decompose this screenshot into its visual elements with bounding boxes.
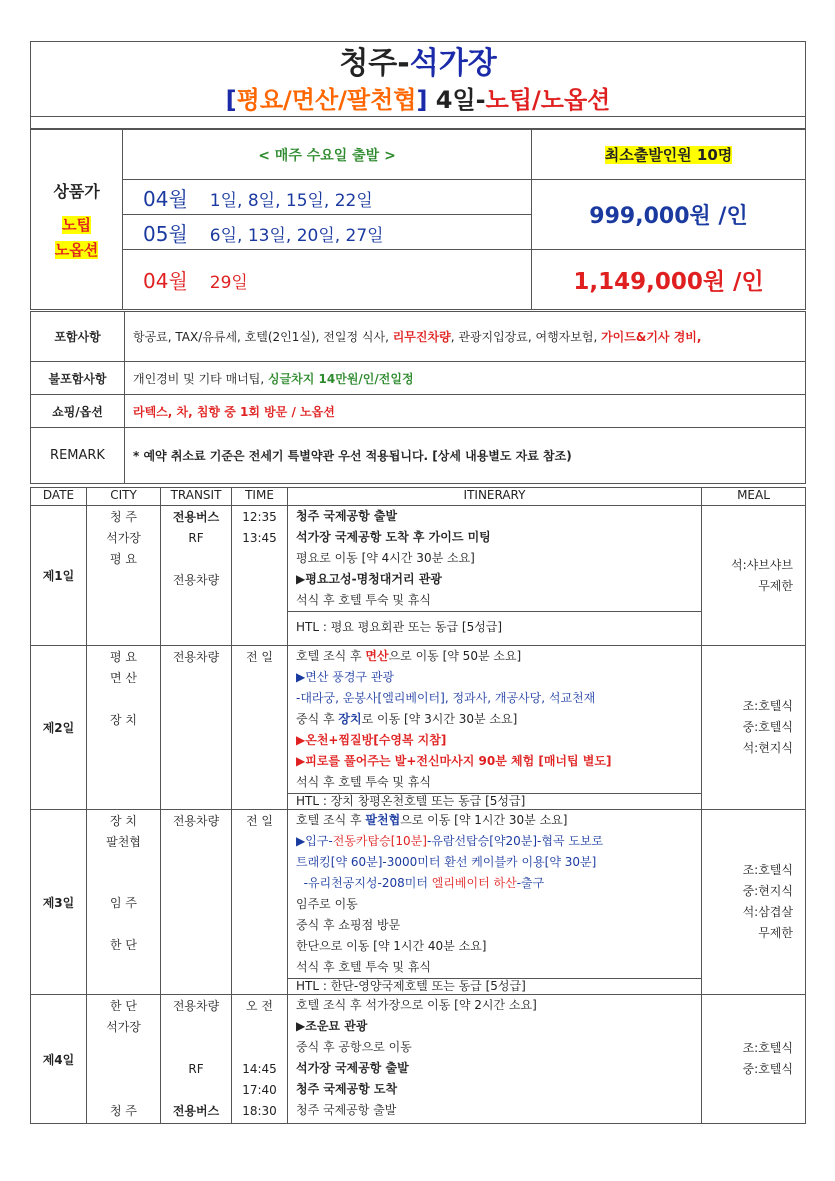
city: 면 산 [110,671,137,685]
itinerary-item: 청주 국제공항 출발 [296,509,398,523]
price-label-cell [31,130,123,310]
itinerary-item: ▶피로를 풀어주는 발+전신마사지 90분 체험 [매너팁 별도] [296,754,612,768]
col-time: TIME [232,488,288,506]
city: 임 주 [110,896,137,910]
col-city: CITY [87,488,161,506]
excluded-value [125,362,806,395]
bracket-open: [ [225,86,237,114]
time: 18:30 [242,1104,277,1118]
city: 장 치 [110,713,137,727]
time: 전 일 [246,814,273,828]
shopping-value: 라텍스, 차, 침향 중 1회 방문 / 노옵션 [125,395,806,428]
transit-cell [161,506,232,646]
itinerary-cell [288,506,702,646]
title-box [30,41,806,117]
time-cell [232,995,288,1124]
itinerary-item: 석식 후 호텔 투숙 및 휴식 [296,775,431,789]
month-label: 04월 [143,186,188,211]
meal: 석:샤브샤브 [730,557,793,572]
meal: 중:호텔식 [742,1062,793,1076]
day-label: 제1일 [31,506,87,646]
month-label: 05월 [143,221,188,246]
meal: 조:호텔식 [742,1041,793,1055]
city-cell [87,506,161,646]
itinerary-item: 트래킹[약 60분]-3000미터 환선 케이블카 이용[약 30분] [296,855,597,869]
title-destination: 석가장 [409,46,497,81]
itinerary-item: ▶면산 풍경구 관광 [296,670,395,684]
city-cell [87,646,161,810]
included-guide-fee: 가이드&기사 경비, [601,330,702,344]
time: 13:45 [242,531,277,545]
time-cell [232,646,288,810]
date-list: 29일 [209,273,248,293]
city: 평 요 [110,650,137,664]
meal: 중:호텔식 [742,720,793,734]
itinerary-item: ▶평요고성-명청대거리 관광 [296,572,442,586]
price-label: 상품가 [53,182,100,201]
col-meal: MEAL [702,488,806,506]
itinerary-item: 중식 후 쇼핑점 방문 [296,918,401,932]
transit-cell [161,810,232,995]
info-table [30,311,806,484]
hotel-info: HTL : 평요 평요회관 또는 동급 [5성급] [288,611,701,642]
itinerary-item: 한단으로 이동 [약 1시간 40분 소요] [296,939,487,953]
meal-cell [702,646,806,810]
min-people-text: 최소출발인원 10명 [604,146,733,164]
subtitle-option: 노팁/노옵션 [485,86,611,114]
subtitle-region: 평요/면산/팔천협 [236,86,417,114]
time: 전 일 [246,650,273,664]
itinerary-item: 중식 후 공항으로 이동 [296,1040,412,1054]
excluded-label: 불포함사항 [31,362,125,395]
date-list: 1일, 8일, 15일, 22일 [209,190,373,211]
meal-cell [702,506,806,646]
time: 오 전 [246,999,273,1013]
transit-cell [161,646,232,810]
day-row-3 [31,810,806,995]
itinerary-item: 석가장 국제공항 도착 후 가이드 미팅 [296,530,491,544]
col-transit: TRANSIT [161,488,232,506]
time: 12:35 [242,510,277,524]
meal: 조:호텔식 [742,863,793,877]
hotel-info: HTL : 한단-영양국제호텔 또는 동급 [5성급] [288,978,701,994]
meal-cell [702,995,806,1124]
transit: 전용차량 [172,814,220,828]
remark-value: * 예약 취소료 기준은 전세기 특별약관 우선 적용됩니다. [상세 내용별도 자료 참조) [125,428,806,484]
remark-label: REMARK [31,428,125,484]
city: 팔천협 [106,835,141,849]
day-label: 제2일 [31,646,87,810]
included-label: 포함사항 [31,312,125,362]
itinerary-item: -유리천공지성-208미터 엘리베이터 하산-출구 [296,876,545,890]
itinerary-cell [288,646,702,810]
city: 장 치 [110,814,137,828]
city: 한 단 [110,999,137,1013]
meal: 석:현지식 [742,741,793,755]
included-text: , 관광지입장료, 여행자보험, [450,330,602,344]
meal: 무제한 [758,926,793,940]
title-origin: 청주- [339,46,410,81]
itinerary-table [30,487,806,1124]
no-option-badge: 노옵션 [54,241,99,259]
included-value [125,312,806,362]
city-cell [87,995,161,1124]
itinerary-item: 석가장 국제공항 출발 [296,1061,409,1075]
itinerary-item: 청주 국제공항 출발 [296,1103,397,1117]
day-row-4 [31,995,806,1124]
itinerary-item: 청주 국제공항 도착 [296,1082,398,1096]
included-text: 항공료, TAX/유류세, 호텔(2인1실), 전일정 식사, [133,330,393,344]
page-subtitle [31,84,805,116]
city: 청 주 [110,510,137,524]
itinerary-item: 호텔 조식 후 팔천협으로 이동 [약 1시간 30분 소요] [296,813,568,827]
itinerary-cell [288,810,702,995]
page-title [31,44,805,84]
transit: 전용차량 [172,573,220,587]
price-regular: 999,000원 /인 [532,180,806,250]
city: 청 주 [110,1104,137,1118]
itinerary-item: -대라궁, 운봉사[엘리베이터], 정과사, 개공사당, 석교천재 [296,691,596,705]
day-label: 제4일 [31,995,87,1124]
itinerary-item: 평요로 이동 [약 4시간 30분 소요] [296,551,475,565]
meal: 조:호텔식 [742,699,793,713]
itinerary-item: 임주로 이동 [296,897,358,911]
meal-cell [702,810,806,995]
day-row-1 [31,506,806,646]
col-itinerary: ITINERARY [288,488,702,506]
single-charge: 싱글차지 14만원/인/전일정 [268,371,414,386]
transit: 전용차량 [172,999,220,1013]
price-table [30,129,806,310]
time-cell [232,506,288,646]
date-row-may [123,215,532,250]
meal: 석:삼겹살 [742,905,793,919]
time: 14:45 [242,1062,277,1076]
itinerary-item: ▶온천+찜질방[수영복 지참] [296,733,447,747]
col-date: DATE [31,488,87,506]
itinerary-item: 석식 후 호텔 투숙 및 휴식 [296,593,431,607]
time: 17:40 [242,1083,277,1097]
meal: 중:현지식 [742,884,793,898]
city: 석가장 [106,1020,141,1034]
hotel-info: HTL : 장치 창평온천호텔 또는 동급 [5성급] [288,793,701,809]
itinerary-item: 호텔 조식 후 석가장으로 이동 [약 2시간 소요] [296,998,537,1012]
transit: RF [188,1062,204,1076]
city: 평 요 [110,552,137,566]
city-cell [87,810,161,995]
transit: RF [188,531,204,545]
departure-day: < 매주 수요일 출발 > [123,130,532,180]
transit: 전용버스 [172,510,220,524]
city: 석가장 [106,531,141,545]
month-label: 04월 [143,269,188,293]
subtitle-days: 4일- [427,86,486,114]
bracket-close: ] [416,86,428,114]
included-limousine: 리무진차량 [392,330,451,344]
transit: 전용차량 [172,650,220,664]
itinerary-item: 석식 후 호텔 투숙 및 휴식 [296,960,431,974]
city: 한 단 [110,938,137,952]
shopping-label: 쇼핑/옵션 [31,395,125,428]
header-spacer [30,117,806,129]
itinerary-item: ▶조운묘 관광 [296,1019,368,1033]
date-row-special [123,250,532,310]
excluded-text: 개인경비 및 기타 매너팁, [133,371,268,386]
day-label: 제3일 [31,810,87,995]
price-special: 1,149,000원 /인 [532,250,806,310]
time-cell [232,810,288,995]
transit: 전용버스 [172,1104,220,1118]
itinerary-item: 호텔 조식 후 면산으로 이동 [약 50분 소요] [296,649,522,663]
itinerary-item: ▶입구-전동카탑승[10분]-유람선탑승[약20분]-협곡 도보로 [296,834,604,848]
date-row-april [123,180,532,215]
no-tip-badge: 노팁 [62,216,91,234]
date-list: 6일, 13일, 20일, 27일 [209,225,384,246]
itinerary-item: 중식 후 장치로 이동 [약 3시간 30분 소요] [296,712,518,726]
day-row-2 [31,646,806,810]
transit-cell [161,995,232,1124]
min-people-cell [532,130,806,180]
meal: 무제한 [758,578,793,593]
itinerary-cell [288,995,702,1124]
